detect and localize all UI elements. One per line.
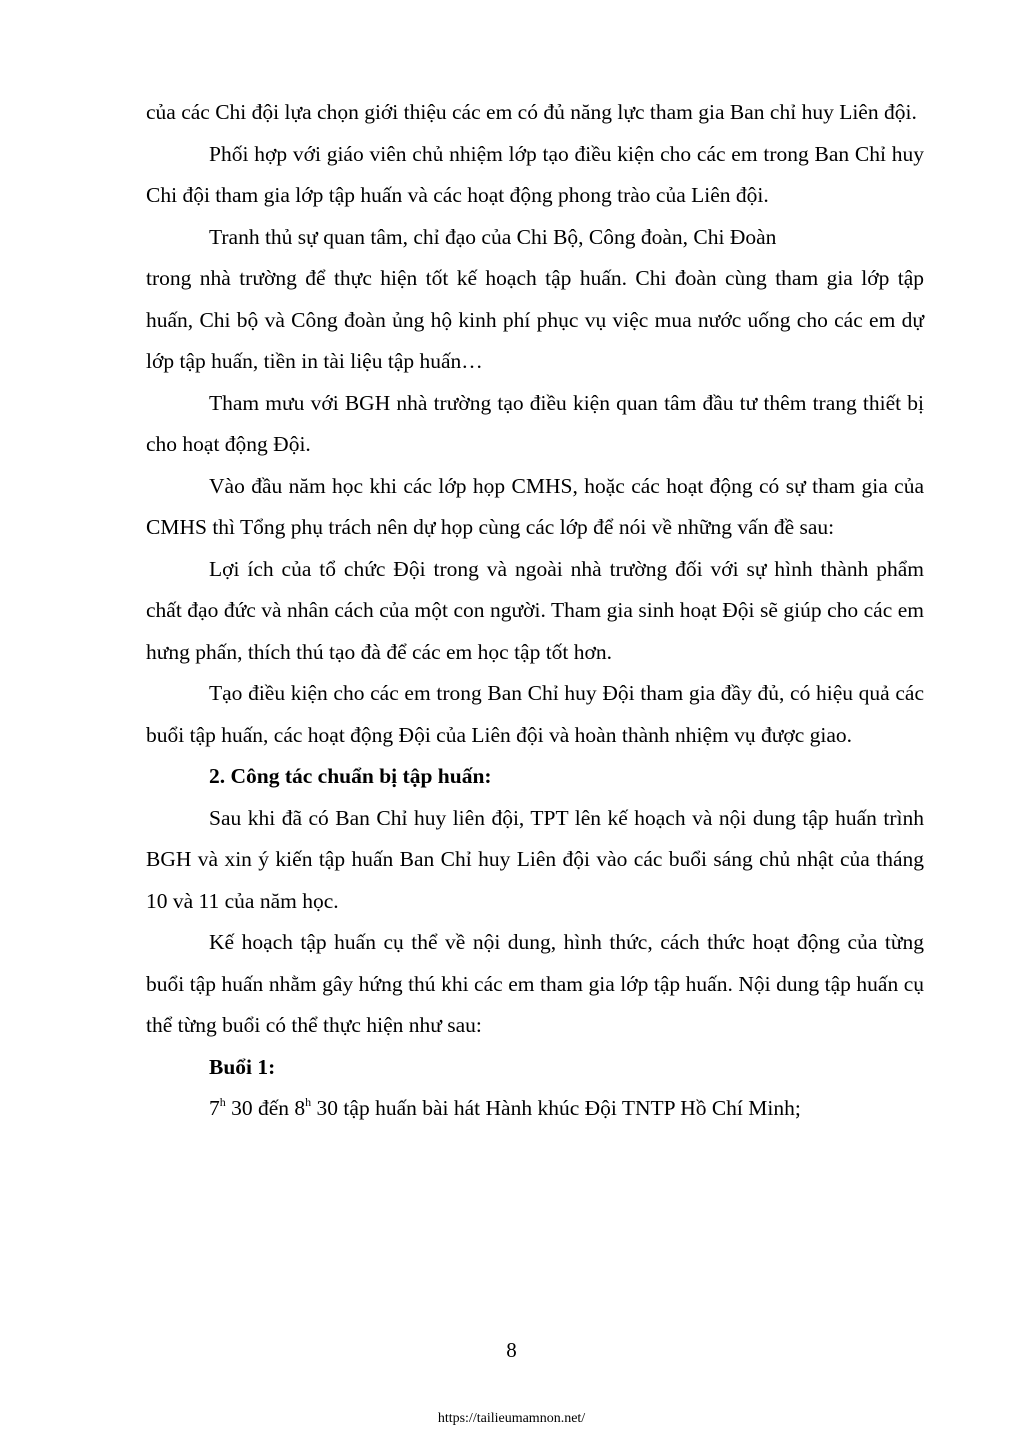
paragraph-support-detail: trong nhà trường để thực hiện tốt kế hoạch tập huấn. Chi đoàn cùng tham gia lớp tập huấn, Chi bộ và Công đoàn ủng hộ kinh phí phục vụ việc mua nước uống cho các em dự lớp tập huấn, tiền in tài liệu tập huấn… <box>146 266 924 373</box>
paragraph-benefits: Lợi ích của tổ chức Đội trong và ngoài nhà trường đối với sự hình thành phẩm chất đạo đức và nhân cách của một con người. Tham gia sinh hoạt Đội sẽ giúp cho các em hưng phấn, thích thú tạo đà để các em học tập tốt hơn. <box>146 556 924 664</box>
body-text <box>146 92 924 1130</box>
schedule-middle: 30 đến 8 <box>225 1096 306 1120</box>
schedule-hour-start: 7 <box>209 1096 220 1120</box>
paragraph-conditions: Tạo điều kiện cho các em trong Ban Chỉ huy Đội tham gia đầy đủ, có hiệu quả các buổi tập huấn, các hoạt động Đội của Liên đội và hoàn thành nhiệm vụ được giao. <box>146 681 924 747</box>
paragraph-coordination: Phối hợp với giáo viên chủ nhiệm lớp tạo điều kiện cho các em trong Ban Chỉ huy Chi đội tham gia lớp tập huấn và các hoạt động phong trào của Liên đội. <box>146 141 924 207</box>
hour-superscript: h <box>305 1095 312 1109</box>
paragraph-training-plan: Sau khi đã có Ban Chỉ huy liên đội, TPT lên kế hoạch và nội dung tập huấn trình BGH và xin ý kiến tập huấn Ban Chỉ huy Liên đội vào các buổi sáng chủ nhật của tháng 10 và 11 của năm học. <box>146 805 924 913</box>
session-title: Buổi 1: <box>209 1054 276 1079</box>
paragraph-advise-bgh: Tham mưu với BGH nhà trường tạo điều kiện quan tâm đầu tư thêm trang thiết bị cho hoạt động Đội. <box>146 390 924 456</box>
hour-superscript: h <box>219 1095 226 1109</box>
paragraph-continuation: của các Chi đội lựa chọn giới thiệu các em có đủ năng lực tham gia Ban chỉ huy Liên đội. <box>146 100 917 124</box>
paragraph-support-intro: Tranh thủ sự quan tâm, chỉ đạo của Chi Bộ, Công đoàn, Chi Đoàn <box>209 224 777 249</box>
page-number: 8 <box>506 1338 517 1362</box>
paragraph-parent-meeting: Vào đầu năm học khi các lớp họp CMHS, hoặc các hoạt động có sự tham gia của CMHS thì Tổng phụ trách nên dự họp cùng các lớp để nói về những vấn đề sau: <box>146 473 924 539</box>
paragraph-training-content: Kế hoạch tập huấn cụ thể về nội dung, hình thức, cách thức hoạt động của từng buổi tập huấn nhằm gây hứng thú khi các em tham gia lớp tập huấn. Nội dung tập huấn cụ thể từng buổi có thể thực hiện như sau: <box>146 930 924 1037</box>
schedule-line <box>146 1088 924 1130</box>
footer-url: https://tailieumamnon.net/ <box>437 1411 586 1426</box>
section-heading: 2. Công tác chuẩn bị tập huấn: <box>209 764 492 788</box>
schedule-rest: 30 tập huấn bài hát Hành khúc Đội TNTP Hồ Chí Minh; <box>311 1096 801 1120</box>
